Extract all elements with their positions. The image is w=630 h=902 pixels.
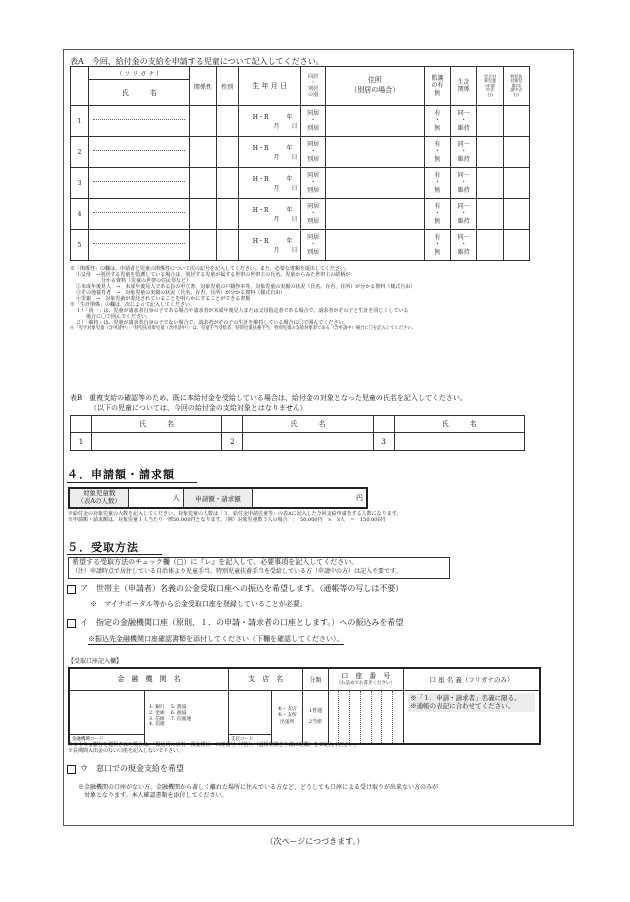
relation-cell[interactable] [190,106,216,137]
table-row [71,230,530,261]
cohab-cell[interactable]: 同居 ・ 別居 [301,168,325,199]
note-line: ※金融機関の口座がない方、金融機関から著しく離れた場所に住んでいる方など、どうしても口座による受け取りが出来ない方のみが [78,784,439,791]
account-table [68,667,541,745]
extra2-header: 特児扶 対象児 童(申 請中含 む) [503,67,529,106]
address-cell[interactable] [325,106,424,137]
address-cell[interactable] [325,199,424,230]
extra2-cell[interactable] [503,230,529,261]
note-line: ④里親 → 対象児童が委託されていることを明らかにすることができる書類 [76,296,251,302]
tableB-num: 1 [71,433,92,451]
tableA [70,66,530,261]
extra1-cell[interactable] [477,168,503,199]
table-row [71,106,530,137]
cohab-cell[interactable]: 同居 ・ 別居 [301,137,325,168]
note-line: 対象となります。本人確認書類を添付してください。 [84,791,228,799]
bank-type-options[interactable]: 1. 銀行 2. 金庫 3. 信組 4. 信連 5. 農協 6. 漁協 7. 信漁連 [145,690,229,744]
custody-cell[interactable]: 有 ・ 無 [424,168,450,199]
note-line: ２）「維持」は、児童が請求者自身の子でない場合で、請求者がその子の生計を維持している場合に〇で囲んでください。 [76,320,349,326]
extra1-cell[interactable] [477,137,503,168]
extra1-cell[interactable] [477,106,503,137]
name-cell[interactable] [89,168,190,199]
tableB [70,415,525,451]
custody-cell[interactable]: 有 ・ 無 [424,137,450,168]
note-line: ※長期間入出金のない口座を記入しないで下さい。 [68,748,184,754]
extra1-header: 児手対 象児童 (申請 中含 む) [477,67,503,106]
option-u-label: ウ 窓口での現金支給を希望 [80,764,184,773]
livelihood-header: 生計 関係 [451,67,477,106]
checkbox-u[interactable] [67,765,76,774]
relation-header: 関係性 [190,67,216,106]
row-number: 1 [71,106,89,137]
relation-cell[interactable] [190,168,216,199]
sex-cell[interactable] [216,230,238,261]
custody-cell[interactable]: 有 ・ 無 [424,199,450,230]
option-a-label: ア 世帯主（申請者）名義の公金受取口座への振込を希望します。（通帳等の写しは不要） [80,584,404,593]
extra2-cell[interactable] [503,168,529,199]
note-line: ※給付金の対象児童の人数を記入してください。対象児童の人数は「３．給付金申請児童等」の表Aに記入した今回支給申請をする人数になります。 [68,511,402,517]
address-header: 住所 （別居の場合） [325,67,424,106]
amount-input[interactable]: 円 [253,488,367,508]
name-cell[interactable] [89,230,190,261]
acct-no-header: 口 座 番 号 （右詰めでお書きください） [328,668,404,690]
sex-cell[interactable] [216,199,238,230]
section5-title: ５．受取方法 [67,541,139,554]
instruction-line1: 希望する受取方法のチェック欄（□）に『レ』を記入して、必要事項を記入してください。 [72,558,359,566]
tableB-name-header: 氏 名 [91,416,221,433]
acct-holder-input[interactable] [404,690,540,744]
table-row [71,137,530,168]
birth-cell[interactable]: H・R 年 月 日 [238,230,301,261]
cohab-cell[interactable]: 同居 ・ 別居 [301,230,325,261]
holder-notes: ※「１．申請・請求者」名義に限る。 ※通帳の表記に合わせてください。 [408,693,535,713]
option-a[interactable] [67,584,403,594]
account-notes [68,742,538,754]
row-number: 3 [71,168,89,199]
row-number: 5 [71,230,89,261]
bank-name-input[interactable] [69,690,145,744]
furigana-header: （ フ リ ガ ナ ） [89,67,190,80]
footer-continued: （次ページにつづきます。） [265,837,365,846]
kind-options[interactable]: 1普通 2当座 [303,690,328,744]
table-row [71,199,530,230]
note-line: ※ゆうちょ銀行を選択された場合は、「振込用の店名・預金種目・口座番号（7桁）」（通帳見開き下部に記載）をご記入ください。 [68,742,359,748]
option-u-notes [78,784,538,799]
tableB-name-header: 氏 名 [243,416,373,433]
count-label: 対象児童数 （表Aの人数） [69,488,129,508]
relation-cell[interactable] [190,137,216,168]
tableB-name-header: 氏 名 [394,416,524,433]
note-line: １）「同一」は、児童が請求者自身の子である場合や請求者が未成年後見人または父母指定者である場合で、請求者がその子と生計を同じくしている [76,308,409,314]
note-line: 場合に〇で囲んでください。 [76,314,152,320]
sex-header: 性別 [216,67,238,106]
birth-header: 生 年 月 日 [238,67,301,106]
row-number: 4 [71,199,89,230]
address-cell[interactable] [325,168,424,199]
kind-header: 分類 [303,668,328,690]
sex-cell[interactable] [216,168,238,199]
checkbox-i[interactable] [67,619,76,628]
name-cell[interactable] [89,106,190,137]
cohab-header: 同居 ・ 別居 の別 [301,67,325,106]
note-line: ※申請額・請求額は、対象児童１人当たり一律50,000円となります。（例）対象児童数３人の場合 ： 50,000円 × 3人 ＝ 150,000円 [68,517,386,523]
instruction-line2: （注）申請時点で居住している自治体より児童手当、特別児童扶養手当を受給している方（申請中の方）は記入不要です。 [72,568,402,575]
birth-cell[interactable]: H・R 年 月 日 [238,199,301,230]
option-i[interactable] [67,618,403,628]
livelihood-cell[interactable]: 同一 ・ 維持 [451,230,477,261]
cohab-cell[interactable]: 同居 ・ 別居 [301,106,325,137]
extra1-cell[interactable] [477,199,503,230]
section4-underline [67,482,197,483]
livelihood-cell[interactable]: 同一 ・ 維持 [451,199,477,230]
tableB-num: 2 [222,433,243,451]
note-line: 分かる資料（児童の世帯の住民票など） [76,278,192,284]
tableB-num: 3 [373,433,394,451]
custody-cell[interactable]: 有 ・ 無 [424,106,450,137]
livelihood-cell[interactable]: 同一 ・ 維持 [451,137,477,168]
amount-label: 申請額・請求額 [183,488,253,508]
sex-cell[interactable] [216,106,238,137]
option-u[interactable] [67,764,184,774]
amount-table [68,487,368,509]
note-line: ③その他養育者 → 対象児童の実親の状況（氏名、存否、住所）が分かる資料（様式自由） [76,290,286,296]
livelihood-cell[interactable]: 同一 ・ 維持 [451,168,477,199]
extra2-cell[interactable] [503,137,529,168]
birth-cell[interactable]: H・R 年 月 日 [238,137,301,168]
cohab-cell[interactable]: 同居 ・ 別居 [301,199,325,230]
option-a-note: ※ マイナポータル等から公金受取口座を登録していることが必要。 [90,600,307,608]
tableA-caption: 表A 今回、給付金の支給を申請する児童について記入してください。 [70,57,324,66]
extra2-cell[interactable] [503,106,529,137]
tableB-name-cell[interactable] [91,433,221,451]
custody-cell[interactable]: 有 ・ 無 [424,230,450,261]
table-row [71,168,530,199]
custody-header: 監護 の有 無 [424,67,450,106]
section4-notes [68,511,538,523]
birth-cell[interactable]: H・R 年 月 日 [238,168,301,199]
livelihood-cell[interactable]: 同一 ・ 維持 [451,106,477,137]
tableB-sub: （以下の児童については、今回の給付金の支給対象とはなりません） [90,404,307,412]
branch-code-label: 支店コード [229,734,271,743]
relation-cell[interactable] [190,199,216,230]
notes-a [70,266,530,331]
note-line: ※「関係性」の欄は、申請者と児童の関係性について次の記号を記入してください。また、必要な書類を提出してください。 [70,266,350,272]
note-line: ②未成年後見人 → 未成年後見人である旨の申立書、対象児童の戸籍抄本等、対象児童の実親の状況（氏名、存否、住所）が分かる資料（様式自由） [76,284,416,290]
relation-cell[interactable] [190,230,216,261]
bank-name-header: 金 融 機 関 名 [69,668,228,690]
tableB-name-cell[interactable] [394,433,524,451]
note-line: ※「生計関係」の欄は、次によって記入してください。 [70,302,196,308]
account-title: 【受取口座記入欄】 [68,658,123,665]
count-input[interactable]: 人 [129,488,184,508]
checkbox-a[interactable] [67,585,76,594]
name-header: 氏 名 [89,80,190,106]
extra1-cell[interactable] [477,230,503,261]
acct-holder-header: 口 座 名 義（フリガナのみ） [404,668,540,690]
address-cell[interactable] [325,230,424,261]
sex-cell[interactable] [216,137,238,168]
note-line: ※「児手対象児童（含申請中）」「特児扶対象児童（含申請中）」は、児童手当受給者、特別児童扶養手当、特別児童の支給対象者である（含申請中）場合に〇を記入してください。 [70,326,416,331]
note-line: ①父母 →別居する児童を監護している場合は、別居する児童が属する世帯の世帯主の氏名、児童からみた世帯主の続柄が [76,272,351,278]
section5-underline [67,554,162,555]
branch-name-input[interactable] [228,690,271,744]
branch-name-header: 支 店 名 [228,668,302,690]
tableB-name-cell[interactable] [243,433,373,451]
address-cell[interactable] [325,137,424,168]
name-cell[interactable] [89,199,190,230]
acct-no-input[interactable] [328,690,404,744]
tableB-caption: 表B 重複支給の確認等のため、既に本給付金を受給している場合は、給付金の対象となった児童の氏名を記入してください。 [70,394,467,402]
section4-title: ４．申請額・請求額 [67,468,175,481]
branch-type-options[interactable]: 本・支店 本・支所 出張所 [271,690,302,744]
extra2-cell[interactable] [503,199,529,230]
row-number: 2 [71,137,89,168]
option-i-note: ※振込先金融機関口座確認書類を添付してください（下欄を確認してください）。 [88,635,344,643]
name-cell[interactable] [89,137,190,168]
option-i-label: イ 指定の金融機関口座（原則、１．の申請・請求者の口座とします。）への振込みを希望 [80,618,404,627]
birth-cell[interactable]: H・R 年 月 日 [238,106,301,137]
bank-code-label: 金融機関コード [72,736,104,742]
